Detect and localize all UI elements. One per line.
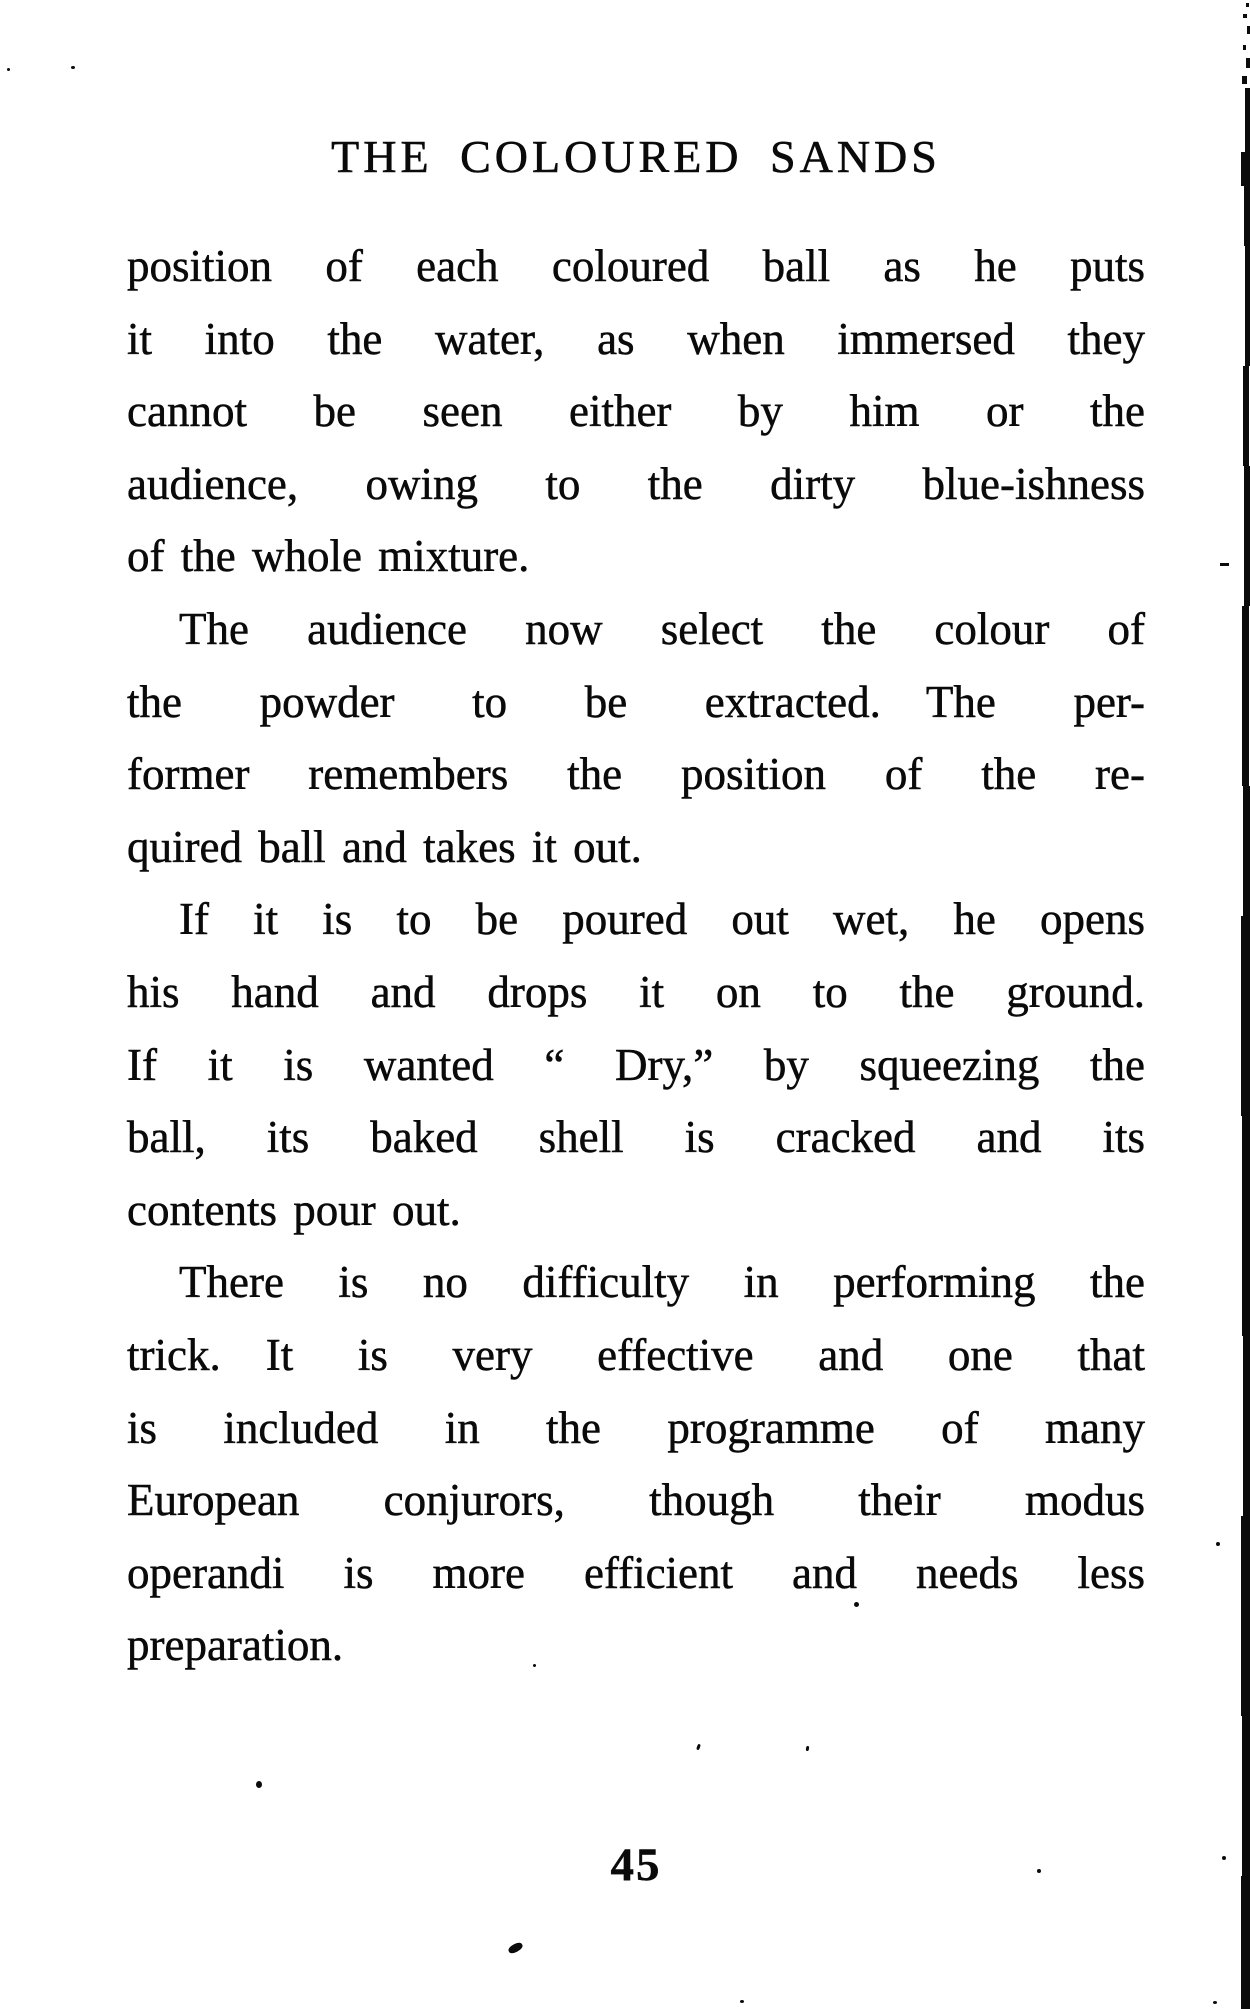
- scan-edge-segment: [1241, 1516, 1250, 1716]
- paragraph: [127, 1246, 1145, 1682]
- scan-edge-segment: [1245, 246, 1250, 366]
- scan-edge-segment: [1241, 152, 1250, 186]
- body-text: [127, 230, 1145, 1682]
- scan-speck: [533, 1664, 536, 1667]
- text-line: If it is wanted “ Dry,” by squeezing the: [127, 1039, 1145, 1090]
- scan-edge-segment: [1241, 916, 1250, 1116]
- text-line: former remembers the position of the re-: [127, 749, 1145, 800]
- scan-edge-segment: [1241, 1876, 1250, 2009]
- text-line: position of each coloured ball as he puts: [127, 241, 1145, 291]
- scan-speck: [256, 1781, 262, 1788]
- text-line: of the whole mixture.: [127, 531, 530, 582]
- scan-speck: [7, 68, 10, 71]
- scan-edge-segment: [1243, 14, 1247, 18]
- scan-edge-segment: [1242, 76, 1247, 84]
- text-line: There is no difficulty in performing the: [179, 1257, 1145, 1308]
- scan-edge-segment: [1244, 186, 1250, 246]
- scan-speck: [1037, 1869, 1041, 1873]
- scan-edge-segment: [1244, 466, 1250, 606]
- scan-speck: [1220, 563, 1229, 566]
- scan-speck: [71, 66, 75, 69]
- scan-edge-segment: [1242, 1116, 1250, 1336]
- text-line: is included in the programme of many: [127, 1402, 1145, 1453]
- paragraph: [127, 883, 1145, 1246]
- paragraph: [127, 230, 1145, 593]
- scan-speck: [740, 2000, 744, 2003]
- text-line: quired ball and takes it out.: [127, 821, 642, 872]
- page-title: THE COLOURED SANDS: [331, 131, 941, 182]
- scan-speck: [1213, 2001, 1217, 2004]
- scan-speck: [1216, 1542, 1220, 1546]
- scan-edge-segment: [1242, 1716, 1250, 1876]
- text-line: European conjurors, though their modus: [127, 1475, 1145, 1526]
- text-line: cannot be seen either by him or the: [127, 386, 1145, 437]
- page-number: 45: [610, 1839, 662, 1891]
- text-line: audience, owing to the dirty blue-ishness: [127, 458, 1145, 509]
- scan-edge-segment: [1245, 88, 1250, 158]
- text-line: If it is to be poured out wet, he opens: [179, 894, 1145, 945]
- scan-edge-segment: [1246, 3, 1249, 7]
- scan-speck: [806, 1746, 810, 1751]
- scan-edge-segment: [1243, 45, 1246, 50]
- text-line: contents pour out.: [127, 1184, 461, 1235]
- scan-edge-segment: [1243, 1336, 1250, 1516]
- scan-speck: [1222, 1856, 1226, 1860]
- text-line: trick. It is very effective and one that: [127, 1329, 1145, 1380]
- scan-edge-segment: [1243, 786, 1250, 916]
- scan-edge-segment: [1242, 606, 1249, 786]
- text-line: it into the water, as when immersed they: [127, 313, 1145, 364]
- scan-speck: [854, 1602, 859, 1607]
- text-line: The audience now select the colour of: [179, 603, 1145, 654]
- text-line: ball, its baked shell is cracked and its: [127, 1112, 1145, 1163]
- scan-edge-segment: [1246, 58, 1250, 68]
- text-line: operandi is more efficient and needs less: [127, 1547, 1145, 1598]
- scan-speck: [696, 1744, 701, 1751]
- text-line: the powder to be extracted. The per-: [127, 676, 1145, 727]
- paragraph: [127, 593, 1145, 883]
- text-line: his hand and drops it on to the ground.: [127, 966, 1145, 1017]
- scan-speck: [507, 1941, 524, 1955]
- text-line: preparation.: [127, 1620, 344, 1671]
- scan-edge-segment: [1243, 366, 1249, 466]
